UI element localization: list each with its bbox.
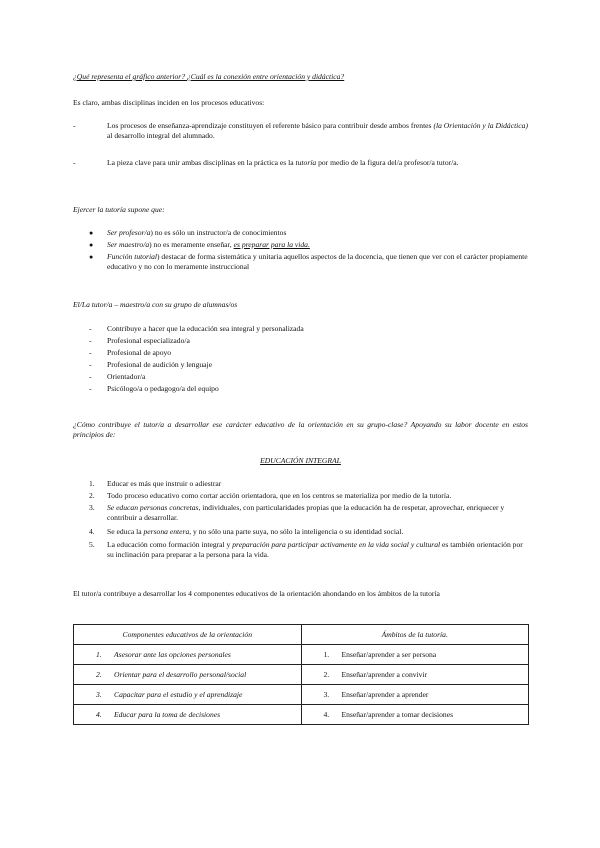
list-item: - Profesional de apoyo	[89, 348, 172, 357]
question-graphic: ¿Qué representa el gráfico anterior? ¿Cuál es la conexión entre orientación y didáctica?	[73, 72, 345, 81]
heading-tutoria: Ejercer la tutoría supone que:	[73, 205, 165, 214]
dash-marker: -	[73, 158, 76, 167]
question-contribution: ¿Cómo contribuye el tutor/a a desarrollar ese carácter educativo de la orientación en su grupo-clase? Apoyando su labor docente en estos principios de:	[73, 420, 528, 439]
list-item: - Los procesos de enseñanza-aprendizaje constituyen el referente básico para contribuir desde ambos frentes (la Orientación y la Didáctica) al desarrollo integral del alumnado.	[73, 121, 528, 140]
table-row: 1. Asesorar ante las opciones personales 1. Enseñar/aprender a ser persona	[74, 645, 529, 665]
table-row: 3. Capacitar para el estudio y el aprendizaje 3. Enseñar/aprender a aprender	[74, 685, 529, 705]
list-item: - Orientador/a	[89, 372, 146, 381]
heading-tutor-grupo: El/La tutor/a – maestro/a con su grupo de alumnas/os	[73, 300, 238, 309]
list-item: 2. Todo proceso educativo como cortar acción orientadora, que en los centros se materializa por medio de la tutoría.	[89, 491, 452, 500]
bullet-icon: ●	[89, 241, 94, 249]
title-educacion-integral: EDUCACIÓN INTEGRAL	[260, 456, 341, 465]
list-item: 1. Educar es más que instruir o adiestrar	[89, 479, 222, 488]
intro-text: Es claro, ambas disciplinas inciden en los procesos educativos:	[73, 98, 265, 107]
table-header-row	[74, 625, 529, 645]
dash-marker: -	[73, 121, 76, 130]
column-header: Componentes educativos de la orientación	[74, 625, 302, 645]
list-item: ● Función tutorial) destacar de forma sistemática y unitaria aquellos aspectos de la docencia, que tienen que ver con el carácter propiamente educativo y no con lo meramente instruccional	[89, 252, 528, 271]
list-item: 3. Se educan personas concretas, individuales, con particularidades propias que la educación ha de respetar, aprovechar, enriquecer y contribuir a desarrollar.	[89, 503, 505, 522]
column-header: Ámbitos de la tutoría.	[301, 625, 529, 645]
list-item: - Psicólogo/a o pedagogo/a del equipo	[89, 384, 219, 393]
summary-text: El tutor/a contribuye a desarrollar los 4 componentes educativos de la orientación ahondando en los ámbitos de la tutoría	[73, 589, 440, 598]
bullet-icon: ●	[89, 253, 94, 261]
components-table	[73, 624, 529, 725]
bullet-icon: ●	[89, 229, 94, 237]
list-item: 5. La educación como formación integral y preparación para participar activamente en la vida social y cultural es también orientación por su inclinación para preparar a la persona para la vida.	[89, 540, 523, 559]
table-row: 4. Educar para la toma de decisiones 4. Enseñar/aprender a tomar decisiones	[74, 705, 529, 725]
list-item: 4. Se educa la persona entera, y no sólo una parte suya, no sólo la inteligencia o su identidad social.	[89, 527, 404, 536]
list-item: - Contribuye a hacer que la educación sea integral y personalizada	[89, 324, 304, 333]
list-item: ● Ser profesor/a) no es sólo un instructor/a de conocimientos	[89, 228, 287, 237]
list-item: - Profesional de audición y lenguaje	[89, 360, 213, 369]
list-item: - La pieza clave para unir ambas disciplinas en la práctica es la tutoría por medio de la figura del/a profesor/a tutor/a.	[73, 158, 459, 167]
list-item: - Profesional especializado/a	[89, 336, 190, 345]
list-item: ● Ser maestro/a) no es meramente enseñar, es preparar para la vida.	[89, 240, 310, 249]
table-row: 2. Orientar para el desarrollo personal/social 2. Enseñar/aprender a convivir	[74, 665, 529, 685]
